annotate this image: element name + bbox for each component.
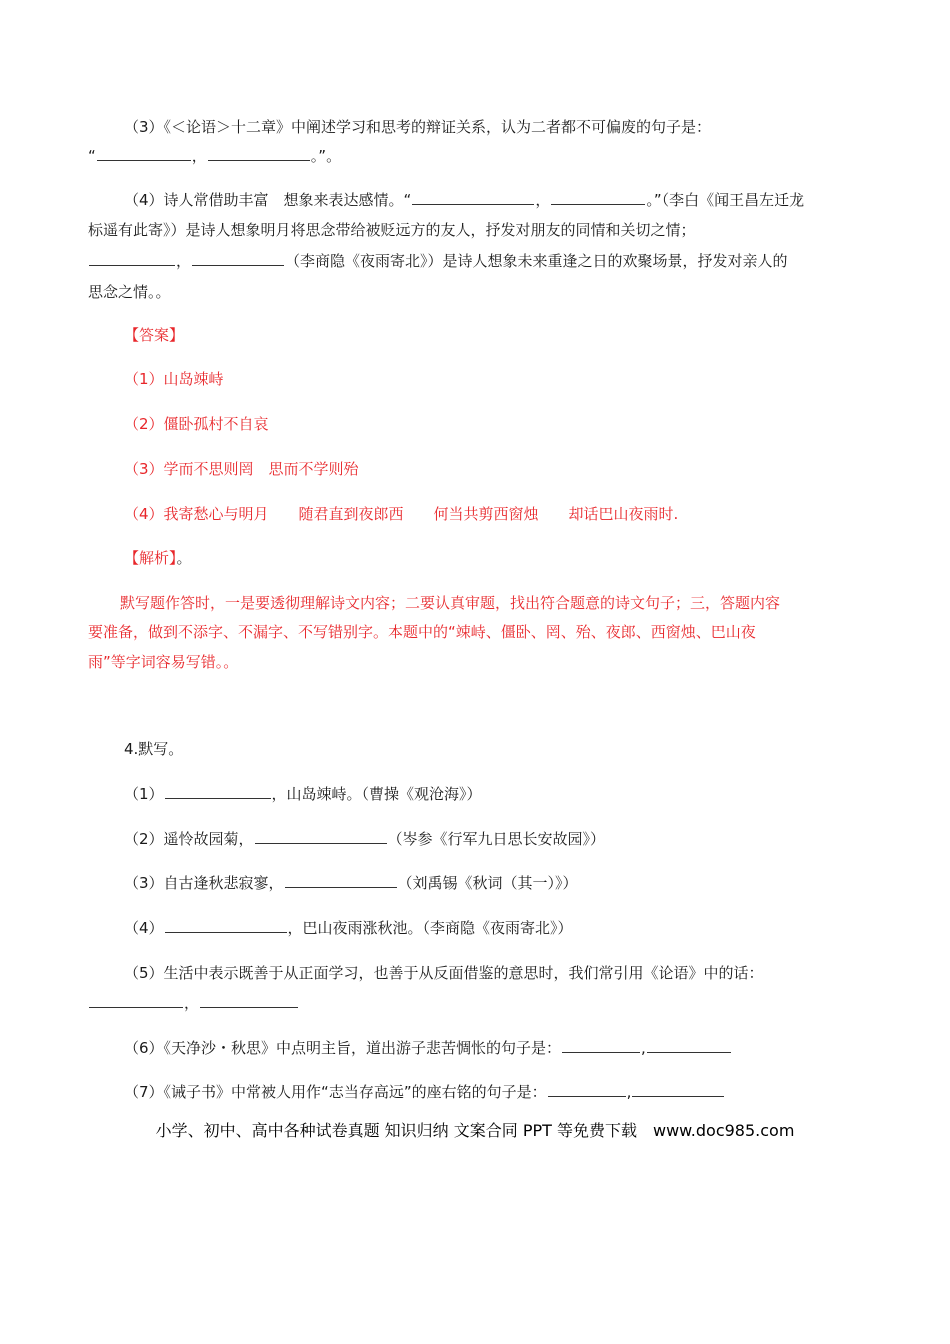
close-quote: 。”。: [310, 147, 342, 165]
q3-item4-line1: [124, 190, 804, 210]
answer-item: （2）僵卧孤村不自哀: [124, 415, 269, 433]
answer-blank[interactable]: [551, 190, 645, 205]
q4-item-1: [124, 784, 482, 804]
comma: ，: [535, 191, 551, 209]
analysis-line: 雨”等字词容易写错。。: [88, 653, 239, 671]
comma: ，: [191, 147, 207, 165]
answer-blank[interactable]: [412, 190, 534, 205]
answer-item: （1）山岛竦峙: [124, 370, 224, 388]
q4-item-4: [124, 918, 573, 938]
answer-blank[interactable]: [97, 146, 191, 161]
item-suffix: （刘禹锡《秋词（其一）》）: [397, 874, 578, 892]
item-prefix: （2）遥怜故园菊，: [124, 830, 254, 848]
q3-item3-line1: （3）《＜论语＞十二章》中阐述学习和思考的辩证关系，认为二者都不可偏废的句子是：: [124, 118, 712, 136]
footer-promo: 小学、初中、高中各种试卷真题 知识归纳 文案合同 PPT 等免费下载 www.doc985.com: [155, 1121, 795, 1140]
analysis-label: 【解析】: [124, 549, 177, 567]
item-suffix: ，山岛竦峙。（曹操《观沧海》）: [271, 785, 482, 803]
comma: ,: [626, 1083, 632, 1101]
q4-item-5-line2: [88, 993, 299, 1013]
q3-item4-line4: 思念之情。。: [88, 283, 171, 301]
comma: ,: [641, 1039, 646, 1057]
item-suffix: ，巴山夜雨涨秋池。（李商隐《夜雨寄北》）: [287, 919, 573, 937]
q4-item-3: [124, 873, 578, 893]
answer-blank[interactable]: [548, 1082, 626, 1097]
answer-blank[interactable]: [255, 829, 387, 844]
q4-item-7: [124, 1082, 725, 1102]
item4-text-a: （4）诗人常借助丰富 想象来表达感情。“: [124, 191, 412, 209]
answer-heading: 【答案】: [124, 326, 185, 344]
analysis-line: 默写题作答时，一是要透彻理解诗文内容；二要认真审题，找出符合题意的诗文句子；三，答题内容: [120, 594, 781, 612]
comma: ，: [184, 994, 200, 1012]
answer-blank[interactable]: [208, 146, 310, 161]
answer-blank[interactable]: [562, 1038, 640, 1053]
answer-item: （4）我寄愁心与明月 随君直到夜郎西 何当共剪西窗烛 却话巴山夜雨时.: [124, 505, 679, 523]
q4-item-2: [124, 829, 605, 849]
q3-item4-line2: 标遥有此寄》）是诗人想象明月将思念带给被贬远方的友人，抒发对朋友的同情和关切之情；: [88, 221, 696, 239]
item-text: （7）《诫子书》中常被人用作“志当存高远”的座右铭的句子是：: [124, 1083, 547, 1101]
open-quote: “: [88, 147, 96, 165]
analysis-suffix: 。: [176, 549, 192, 567]
analysis-heading: [124, 548, 192, 568]
item-prefix: （4）: [124, 919, 164, 937]
q4-item-5-line1: （5）生活中表示既善于从正面学习，也善于从反面借鉴的意思时，我们常引用《论语》中的话：: [124, 964, 764, 982]
answer-blank[interactable]: [165, 784, 271, 799]
q4-title: 4.默写。: [124, 740, 184, 758]
item-prefix: （3）自古逢秋悲寂寥，: [124, 874, 284, 892]
item4-text-c: （李商隐《夜雨寄北》）是诗人想象未来重逢之日的欢聚场景，抒发对亲人的: [285, 252, 788, 270]
answer-blank[interactable]: [89, 993, 183, 1008]
answer-blank[interactable]: [192, 251, 284, 266]
item-text: （6）《天净沙・秋思》中点明主旨，道出游子悲苦惆怅的句子是：: [124, 1039, 562, 1057]
answer-blank[interactable]: [285, 873, 397, 888]
q4-item-6: [124, 1038, 732, 1058]
q3-item3-line2: [88, 146, 341, 166]
answer-blank[interactable]: [89, 251, 175, 266]
item4-text-b: 。”（李白《闻王昌左迁龙: [646, 191, 805, 209]
item-prefix: （1）: [124, 785, 164, 803]
answer-blank[interactable]: [165, 918, 287, 933]
item-suffix: （岑参《行军九日思长安故园》）: [387, 830, 606, 848]
q3-item4-line3: [88, 251, 788, 271]
analysis-line: 要准备，做到不添字、不漏字、不写错别字。本题中的“竦峙、僵卧、罔、殆、夜郎、西窗烛、巴山夜: [88, 623, 756, 641]
answer-blank[interactable]: [632, 1082, 724, 1097]
comma: ，: [176, 252, 192, 270]
answer-item: （3）学而不思则罔 思而不学则殆: [124, 460, 359, 478]
answer-blank[interactable]: [200, 993, 298, 1008]
answer-blank[interactable]: [647, 1038, 731, 1053]
